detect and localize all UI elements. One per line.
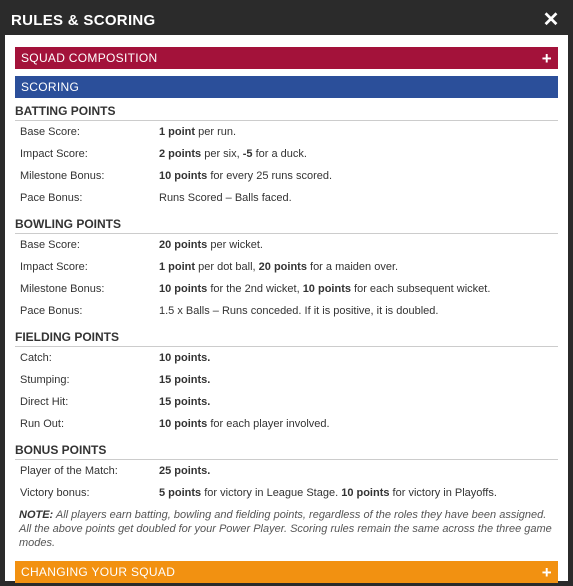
modal-header — [5, 5, 568, 35]
scoring-row-label: Impact Score: — [20, 148, 88, 160]
note-text: All players earn batting, bowling and fielding points, regardless of the roles they have been assigned. All the above points get doubled for your Power Player. Scoring rules remain the same across the three game modes. — [19, 509, 552, 549]
description-text: 1.5 x Balls – Runs conceded. If it is positive, it is doubled. — [159, 305, 439, 317]
squad-composition-section[interactable] — [15, 47, 558, 69]
scoring-row — [15, 347, 558, 369]
description-text: per dot ball, — [195, 261, 259, 273]
changing-squad-wrap — [15, 561, 558, 583]
scoring-row-label: Run Out: — [20, 418, 65, 430]
scoring-row-label: Direct Hit: — [20, 396, 69, 408]
scoring-row — [15, 369, 558, 391]
points-value: 10 points — [159, 418, 208, 430]
scoring-row-description — [159, 374, 558, 386]
scoring-row-label: Milestone Bonus: — [20, 283, 105, 295]
scoring-row-description — [159, 418, 558, 430]
description-text: for each player involved. — [207, 418, 330, 430]
scoring-label: SCORING — [21, 80, 80, 94]
description-text: per wicket. — [207, 239, 263, 251]
scoring-row-description — [159, 465, 558, 477]
scoring-row-label: Base Score: — [20, 239, 80, 251]
scoring-row — [15, 187, 558, 209]
scoring-section[interactable] — [15, 76, 558, 98]
points-value: 2 points — [159, 148, 202, 160]
points-value: 10 points. — [159, 352, 211, 364]
points-value: 1 point — [159, 126, 196, 138]
description-text: for each subsequent wicket. — [350, 283, 491, 295]
scoring-row-label: Base Score: — [20, 126, 80, 138]
scoring-row — [15, 391, 558, 413]
scoring-row — [15, 121, 558, 143]
points-value: 20 points — [258, 261, 307, 273]
scoring-row — [15, 143, 558, 165]
scoring-row-description — [159, 239, 558, 251]
scoring-row-description — [159, 192, 558, 204]
category-title: BONUS POINTS — [15, 435, 558, 460]
category-title: BATTING POINTS — [15, 98, 558, 121]
modal-content — [5, 35, 568, 550]
scoring-row-label: Pace Bonus: — [20, 192, 83, 204]
scoring-row-label: Catch: — [20, 352, 52, 364]
description-text: for a maiden over. — [306, 261, 399, 273]
category-title: BOWLING POINTS — [15, 209, 558, 234]
points-value: 20 points — [159, 239, 208, 251]
points-value: 10 points — [159, 170, 208, 182]
scoring-row-description — [159, 352, 558, 364]
points-value: 25 points. — [159, 465, 211, 477]
category-block — [15, 322, 558, 435]
modal-title: RULES & SCORING — [11, 11, 156, 29]
scoring-categories — [15, 98, 558, 504]
category-title: FIELDING POINTS — [15, 322, 558, 347]
description-text: for victory in League Stage. — [201, 487, 342, 499]
description-text: for a duck. — [252, 148, 307, 160]
description-text: per run. — [195, 126, 237, 138]
changing-your-squad-label: CHANGING YOUR SQUAD — [21, 565, 176, 579]
scoring-row — [15, 300, 558, 322]
points-value: 15 points. — [159, 396, 211, 408]
scoring-row-label: Victory bonus: — [20, 487, 90, 499]
changing-your-squad-section[interactable] — [15, 561, 558, 583]
scoring-row-description — [159, 396, 558, 408]
scoring-row — [15, 482, 558, 504]
scoring-row — [15, 234, 558, 256]
points-value: 1 point — [159, 261, 196, 273]
points-value: 15 points. — [159, 374, 211, 386]
scoring-row-description — [159, 170, 558, 182]
scoring-row-label: Pace Bonus: — [20, 305, 83, 317]
description-text: for every 25 runs scored. — [207, 170, 333, 182]
description-text: for victory in Playoffs. — [389, 487, 497, 499]
category-block — [15, 435, 558, 504]
scoring-row-label: Player of the Match: — [20, 465, 118, 477]
description-text: Runs Scored – Balls faced. — [159, 192, 292, 204]
close-icon[interactable]: ✕ — [542, 9, 560, 31]
scoring-row-description — [159, 261, 558, 273]
scoring-row — [15, 278, 558, 300]
scoring-row-label: Stumping: — [20, 374, 70, 386]
category-block — [15, 209, 558, 322]
points-value: 5 points — [159, 487, 202, 499]
description-text: per six, — [201, 148, 243, 160]
expand-plus-icon[interactable]: + — [541, 562, 552, 582]
scoring-row — [15, 256, 558, 278]
scoring-row — [15, 165, 558, 187]
scoring-row — [15, 460, 558, 482]
scoring-row-description — [159, 148, 558, 160]
scoring-row-description — [159, 126, 558, 138]
scoring-row-description — [159, 283, 558, 295]
points-value: 10 points — [302, 283, 351, 295]
expand-plus-icon[interactable]: + — [541, 48, 552, 68]
note-prefix: NOTE: — [19, 509, 54, 521]
category-block — [15, 98, 558, 209]
squad-composition-label: SQUAD COMPOSITION — [21, 51, 158, 65]
points-value: 10 points — [341, 487, 390, 499]
scoring-note — [15, 504, 558, 550]
scoring-row-label: Milestone Bonus: — [20, 170, 105, 182]
scoring-row-description — [159, 487, 558, 499]
points-value: 10 points — [159, 283, 208, 295]
points-value: -5 — [242, 148, 253, 160]
description-text: for the 2nd wicket, — [207, 283, 303, 295]
scoring-row-label: Impact Score: — [20, 261, 88, 273]
scoring-row-description — [159, 305, 558, 317]
scoring-row — [15, 413, 558, 435]
